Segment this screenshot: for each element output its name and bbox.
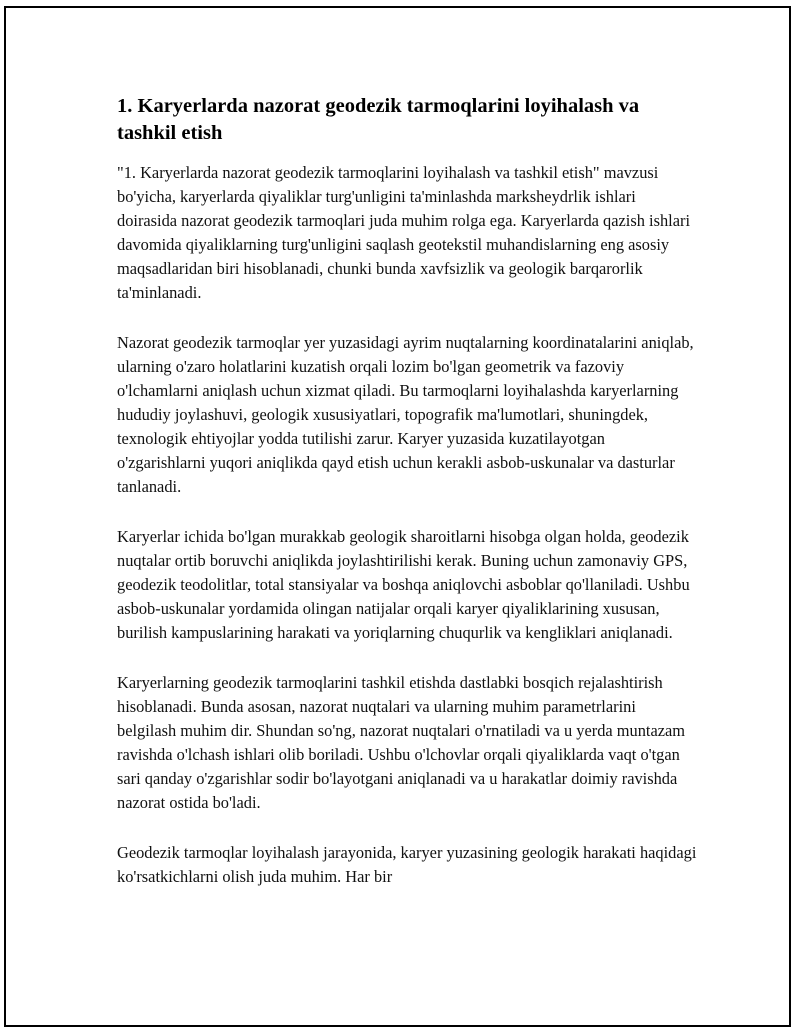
paragraph-4: Karyerlarning geodezik tarmoqlarini tashkil etishda dastlabki bosqich rejalashtirish hisoblanadi. Bunda asosan, nazorat nuqtalari va ularning muhim parametrlarini belgilash muhim dir. Shundan so'ng, nazorat nuqtalari o'rnatiladi va u yerda muntazam ravishda o'lchash ishlari olib boriladi. Ushbu o'lchovlar orqali qiyaliklarda vaqt o'tgan sari qanday o'zgarishlar sodir bo'layotgani aniqlanadi va u harakatlar doimiy ravishda nazorat ostida bo'ladi. — [117, 673, 686, 812]
paragraph-1: "1. Karyerlarda nazorat geodezik tarmoqlarini loyihalash va tashkil etish" mavzusi bo'yicha, karyerlarda qiyaliklar turg'unligini ta'minlashda marksheydrlik ishlari doirasida nazorat geodezik tarmoqlari juda muhim rolga ega. Karyerlarda qazish ishlari davomida qiyaliklarning turg'unligini saqlash geotekstil muhandislarning eng asosiy maqsadlaridan biri hisoblanadi, chunki bunda xavfsizlik va geologik barqarorlik ta'minlanadi. — [117, 163, 690, 302]
paragraph-5: Geodezik tarmoqlar loyihalash jarayonida, karyer yuzasining geologik harakati haqidagi ko'rsatkichlarni olish juda muhim. Har bir — [117, 843, 697, 886]
paragraph-2: Nazorat geodezik tarmoqlar yer yuzasidagi ayrim nuqtalarning koordinatalarini aniqlab, ularning o'zaro holatlarini kuzatish orqali lozim bo'lgan geometrik va fazoviy o'lchamlarni aniqlash uchun xizmat qiladi. Bu tarmoqlarni loyihalashda karyerlarning hududiy joylashuvi, geologik xususiyatlari, topografik ma'lumotlari, shuningdek, texnologik ehtiyojlar yodda tutilishi zarur. Karyer yuzasida kuzatilayotgan o'zgarishlarni yuqori aniqlikda qayd etish uchun kerakli asbob-uskunalar va dasturlar tanlanadi. — [117, 333, 694, 496]
document-body — [117, 93, 697, 915]
document-title: 1. Karyerlarda nazorat geodezik tarmoqlarini loyihalash va tashkil etish — [117, 95, 640, 144]
paragraph-3: Karyerlar ichida bo'lgan murakkab geologik sharoitlarni hisobga olgan holda, geodezik nuqtalar ortib boruvchi aniqlikda joylashtirilishi kerak. Buning uchun zamonaviy GPS, geodezik teodolitlar, total stansiyalar va boshqa aniqlovchi asboblar qo'llaniladi. Ushbu asbob-uskunalar yordamida olingan natijalar orqali karyer qiyaliklarining xususan, burilish kampuslarining harakati va yoriqlarning chuqurlik va kengliklari aniqlanadi. — [117, 527, 690, 642]
